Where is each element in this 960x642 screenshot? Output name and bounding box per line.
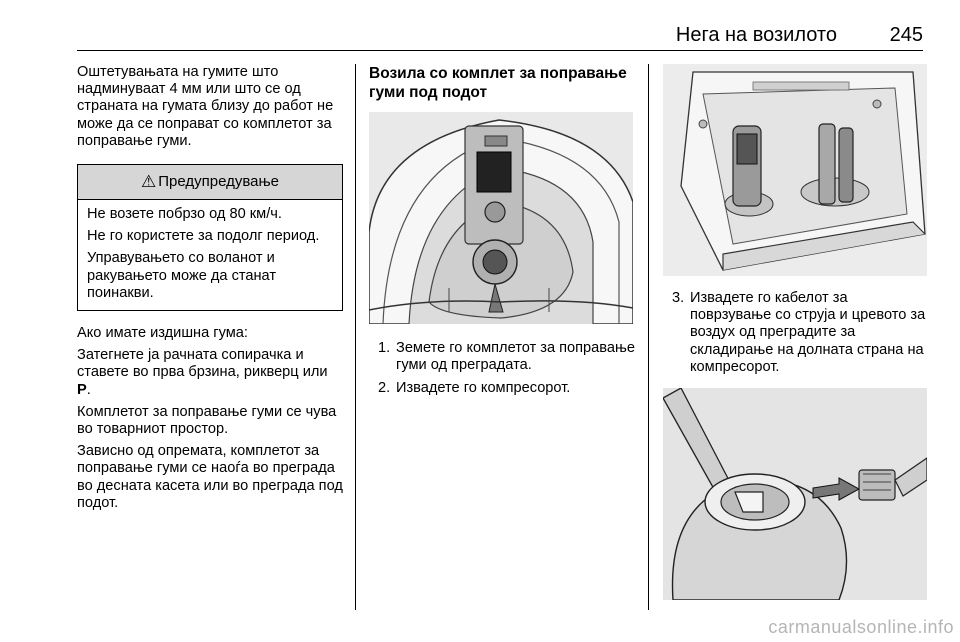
flat-tire-paragraph: Ако имате издишна гума:	[77, 325, 248, 342]
gear-p-symbol: P	[77, 381, 87, 398]
brake-text: Затегнете ја рачната сопирачка и ставете во прва брзина, рикверц или	[77, 347, 328, 381]
step-number: 3.	[672, 290, 685, 306]
step-number: 2.	[378, 380, 391, 397]
left-column	[77, 64, 343, 517]
brake-text-end: .	[86, 381, 91, 398]
warning-box	[77, 164, 343, 311]
warning-line: Управувањето со воланот и ракувањето може да станат поинакви.	[87, 250, 277, 301]
step-item	[369, 340, 635, 374]
right-column	[663, 64, 929, 600]
warning-line: Не возете побрзо од 80 км/ч.	[87, 206, 282, 223]
storage-paragraph: Комплетот за поправање гуми се чува во товарниот простор.	[77, 403, 337, 438]
air-hose-illustration	[663, 388, 927, 600]
warning-body	[78, 200, 342, 310]
warning-line: Не го користете за подолг период.	[87, 228, 320, 245]
brake-paragraph	[77, 347, 343, 399]
location-paragraph: Зависно од опремата, комплетот за поправање гуми се наоѓа во преграда во десната касета или во преграда под подот.	[77, 443, 343, 511]
page-header	[77, 22, 923, 52]
warning-title: Предупредување	[158, 173, 280, 191]
intro-paragraph: Оштетувањата на гумите што надминуваат 4 мм или што се од страната на гумата близу до работ не може да се поправат со комплетот за поправање гуми.	[77, 64, 334, 149]
section-heading: Возила со комплет за поправање гуми под подот	[369, 65, 627, 101]
watermark: carmanualsonline.info	[768, 617, 954, 637]
step-text: Извадете го кабелот за поврзување со струја и цревото за воздух од преградите за складирање на долната страна на компресорот.	[690, 290, 926, 375]
spare-well-illustration	[369, 112, 633, 324]
step-text: Извадете го компресорот.	[396, 380, 571, 397]
step-item	[663, 290, 929, 376]
compressor-tray-illustration	[663, 64, 927, 276]
warning-triangle-icon: ⚠	[140, 172, 157, 192]
page-number: 245	[889, 24, 923, 46]
column-divider	[355, 64, 356, 610]
middle-column	[369, 64, 635, 404]
header-rule	[77, 50, 923, 51]
step-number: 1.	[378, 340, 391, 356]
warning-header	[78, 165, 342, 200]
section-title: Нега на возилото	[675, 24, 837, 46]
column-divider	[648, 64, 649, 610]
step-text: Земете го комплетот за поправање гуми од преградата.	[396, 340, 635, 374]
step-item	[369, 380, 635, 397]
